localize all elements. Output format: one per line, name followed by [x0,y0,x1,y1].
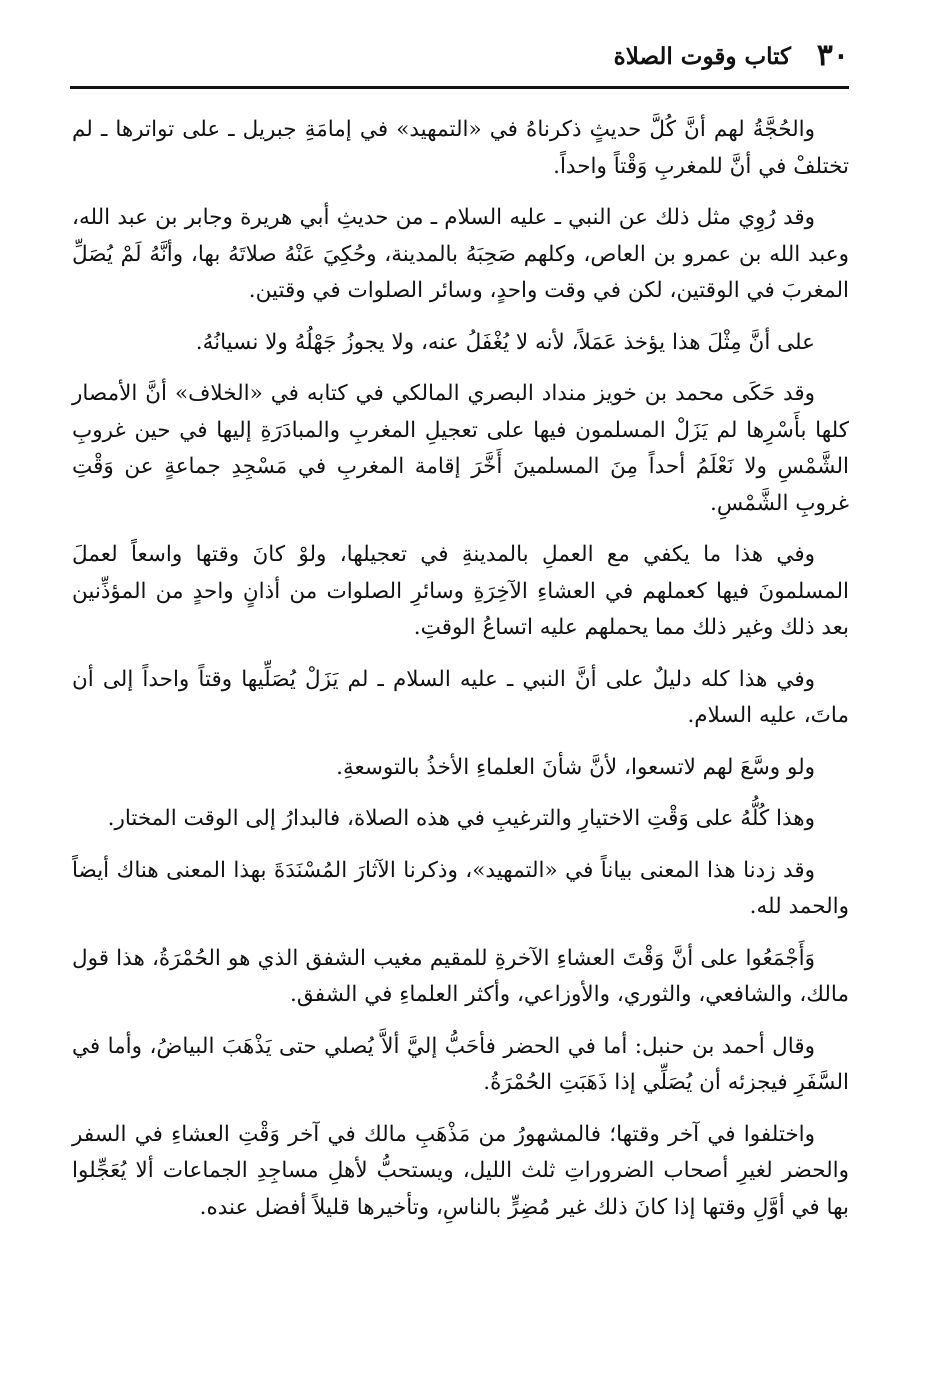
paragraph: وقد زدنا هذا المعنى بياناً في «التمهيد»، وذكرنا الآثارَ المُسْنَدَةَ بهذا المعنى هناك أيضاً والحمد لله. [72,857,849,919]
running-title: كتاب وقوت الصلاة [613,43,791,70]
body-text [72,112,849,1241]
header-rule [70,86,849,89]
paragraph: وقد رُوِي مثل ذلك عن النبي ـ عليه السلام ـ من حديثِ أبي هريرة وجابر بن عبد الله، وعبد الله بن عمرو بن العاص، وكلهم صَحِبَهُ بالمدينة، وحُكِيَ عَنْهُ صلاتَهُ بها، وأنَّهُ لَمْ يُصَلِّ المغربَ في الوقتين، لكن في وقت واحدٍ، وسائر الصلوات في وقتين. [72,205,849,303]
page-header [70,36,849,82]
paragraph: وفي هذا ما يكفي مع العملِ بالمدينةِ في تعجيلها، ولوْ كانَ وقتها واسعاً لعملَ المسلمونَ فيها كعملهم في العشاءِ الآخِرَةِ وسائرِ الصلوات من أذانٍ واحدٍ من المؤذِّنين بعد ذلك وغير ذلك مما يحملهم عليه اتساعُ الوقتِ. [72,542,849,640]
page-number: ٣٠ [816,38,849,73]
paragraph: على أنَّ مِثْلَ هذا يؤخذ عَمَلاً، لأنه لا يُغْفَلُ عنه، ولا يجوزُ جَهْلُهُ ولا نسيانُهُ. [195,329,815,355]
paragraph: وقد حَكَى محمد بن خويز منداد البصري المالكي في كتابه في «الخلاف» أنَّ الأمصار كلها بأَسْرِها لم يَزَلْ المسلمون فيها على تعجيلِ المغربِ والمبادَرَةِ إليها في حين غروبِ الشَّمْسِ ولا نَعْلَمُ أحداً مِنَ المسلمينَ أَخَّرَ إقامة المغربِ في مَسْجِدِ جماعةٍ عن وَقْتِ غروبِ الشَّمْسِ. [72,381,849,516]
paragraph: وهذا كُلُّهُ على وَقْتِ الاختيارِ والترغيبِ في هذه الصلاة، فالبدارُ إلى الوقت المختار. [107,806,815,831]
paragraph: وَأَجْمَعُوا على أنَّ وَقْتَ العشاءِ الآخرةِ للمقيم مغيب الشفق الذي هو الحُمْرَةُ، هذا قول مالك، والشافعي، والثوري، والأوزاعي، وأكثر العلماءِ في الشفق. [72,945,849,1007]
paragraph: وفي هذا كله دليلٌ على أنَّ النبي ـ عليه السلام ـ لم يَزَلْ يُصَلِّيها وقتاً واحداً إلى أن ماتَ، عليه السلام. [72,666,849,728]
paragraph: واختلفوا في آخر وقتها؛ فالمشهورُ من مَذْهَبِ مالك في آخر وَقْتِ العشاءِ في السفر والحضر لغيرِ أصحاب الضروراتِ ثلث الليل، ويستحبُّ لأهلِ مساجِدِ الجماعات ألا يُعَجِّلوا بها في أوَّلِ وقتها إذا كانَ ذلك غير مُضِرٍّ بالناسِ، وتأخيرها قليلاً أفضل عنده. [72,1121,849,1220]
paragraph: والحُجَّةُ لهم أنَّ كُلَّ حديثٍ ذكرناهُ في «التمهيد» في إمامَةِ جبريل ـ على تواترها ـ لم تختلفْ في أنَّ للمغربِ وَقْتاً واحداً. [72,117,849,179]
paragraph: ولو وسَّعَ لهم لاتسعوا، لأنَّ شأنَ العلماءِ الأخذُ بالتوسعةِ. [336,754,815,780]
paragraph: وقال أحمد بن حنبل: أما في الحضر فأحَبُّ إليَّ ألاَّ يُصلي حتى يَذْهَبَ البياضُ، وأما في السَّفَرِ فيجزئه أن يُصَلِّي إذا ذَهَبَتِ الحُمْرَةُ. [72,1033,849,1095]
